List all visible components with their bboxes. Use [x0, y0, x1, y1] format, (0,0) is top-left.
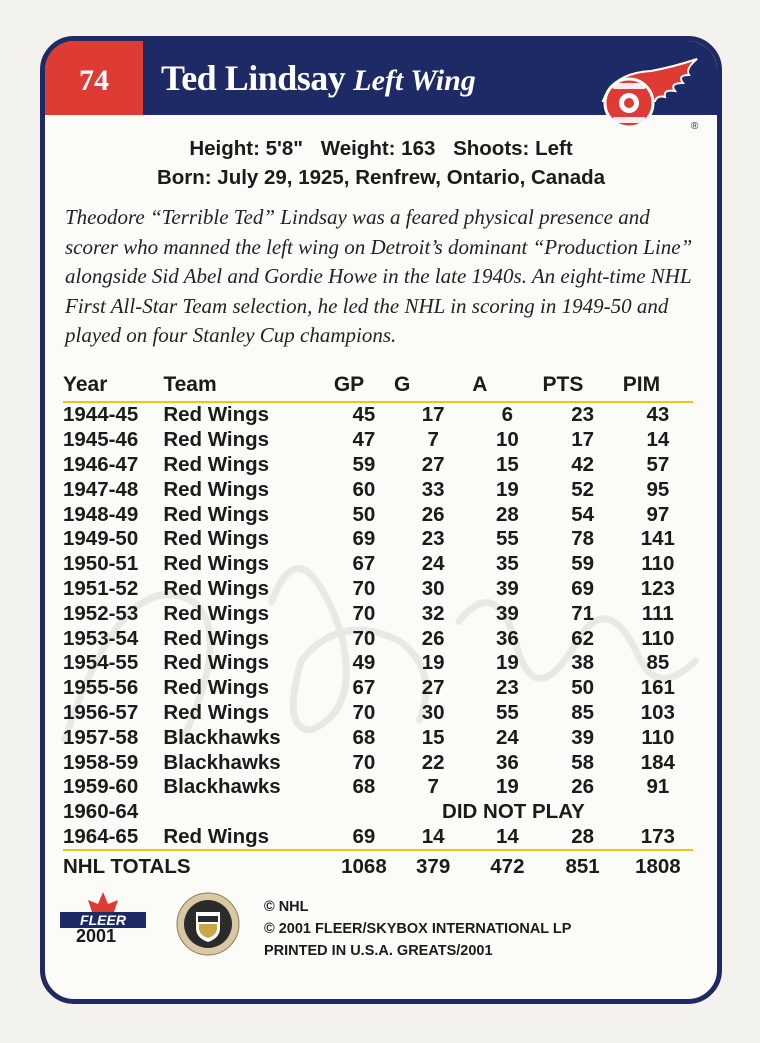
col-a: A: [472, 369, 542, 402]
cell-gp: 67: [352, 676, 376, 700]
cell-team: Blackhawks: [163, 725, 281, 749]
stats-row: [63, 527, 693, 552]
cell-pim: 43: [646, 403, 670, 427]
cell-a: 28: [495, 502, 519, 526]
cell-pim: 123: [640, 576, 675, 600]
cell-year: 1952-53: [63, 601, 139, 625]
did-not-play: DID NOT PLAY: [442, 800, 585, 824]
cell-g: 7: [427, 428, 439, 452]
fleer-year: 2001: [76, 926, 117, 946]
cell-gp: 69: [352, 527, 376, 551]
cell-pts: 78: [571, 527, 595, 551]
totals-pim: 1808: [623, 850, 693, 881]
cell-a: 10: [495, 428, 519, 452]
cell-a: 35: [495, 552, 519, 576]
cell-g: 22: [421, 750, 445, 774]
cell-pts: 59: [571, 552, 595, 576]
col-team: Team: [163, 369, 334, 402]
player-description: Theodore “Terrible Ted” Lindsay was a feared physical presence and scorer who manned the left wing on Detroit’s dominant “Production Line” alongside Sid Abel and Gordie Howe in the late 1940s. An eight-time NHL First All-Star Team selection, he led the NHL in scoring in 1949-50 and played on four Stanley Cup champions.: [65, 205, 693, 347]
red-wings-logo-icon: [593, 53, 701, 133]
legal-printed: PRINTED IN U.S.A. GREATS/2001: [264, 943, 493, 959]
cell-g: 27: [421, 452, 445, 476]
cell-year: 1964-65: [63, 824, 139, 848]
cell-team: Red Wings: [163, 452, 270, 476]
cell-gp: 47: [352, 428, 376, 452]
cell-team: Red Wings: [163, 824, 270, 848]
cell-g: 17: [421, 403, 445, 427]
cell-year: 1947-48: [63, 477, 139, 501]
fleer-logo: [58, 890, 148, 950]
cell-year: 1955-56: [63, 676, 139, 700]
cell-g: 15: [421, 725, 445, 749]
cell-gp: 50: [352, 502, 376, 526]
stats-row: [63, 750, 693, 775]
cell-a: 19: [495, 651, 519, 675]
cell-year: 1954-55: [63, 651, 139, 675]
cell-pim: 184: [640, 750, 675, 774]
cell-a: 6: [501, 403, 514, 427]
cell-year: 1958-59: [63, 750, 139, 774]
cell-gp: 49: [352, 651, 376, 675]
cell-year: 1946-47: [63, 452, 139, 476]
stats-body: [63, 402, 693, 881]
stats-row: [63, 453, 693, 478]
legal-text: [264, 896, 571, 962]
cell-team: Red Wings: [163, 428, 270, 452]
cell-year: 1948-49: [63, 502, 139, 526]
stats-row: [63, 626, 693, 651]
cell-pts: 71: [571, 601, 595, 625]
cell-gp: 60: [352, 477, 376, 501]
col-gp: GP: [334, 369, 394, 402]
cell-year: 1950-51: [63, 552, 139, 576]
stats-row: [63, 577, 693, 602]
cell-pim: 161: [640, 676, 675, 700]
cell-a: 36: [495, 750, 519, 774]
legal-nhl: © NHL: [264, 899, 309, 915]
stats-row: [63, 428, 693, 453]
cell-g: 33: [421, 477, 445, 501]
col-pim: PIM: [623, 369, 693, 402]
cell-a: 23: [495, 676, 519, 700]
weight: Weight: 163: [320, 137, 436, 160]
cell-pim: 85: [646, 651, 670, 675]
cell-pim: 97: [646, 502, 670, 526]
cell-team: Red Wings: [163, 403, 270, 427]
cell-pts: 23: [571, 403, 595, 427]
cell-a: 55: [495, 527, 519, 551]
cell-a: 15: [495, 452, 519, 476]
cell-pts: 42: [571, 452, 595, 476]
card-number: 74: [45, 41, 143, 115]
stats-row: [63, 477, 693, 502]
cell-pim: 91: [646, 775, 670, 799]
cell-a: 39: [495, 601, 519, 625]
cell-g: 7: [427, 775, 439, 799]
cell-pim: 110: [641, 552, 675, 576]
physical-stats: [45, 137, 717, 161]
cell-team: Red Wings: [163, 700, 270, 724]
gap-year: 1960-64: [63, 800, 139, 824]
cell-year: 1949-50: [63, 527, 139, 551]
cell-pts: 50: [571, 676, 595, 700]
registered-mark: ®: [691, 121, 699, 132]
cell-gp: 70: [352, 626, 376, 650]
cell-pts: 26: [571, 775, 595, 799]
cell-year: 1953-54: [63, 626, 139, 650]
stats-header-row: [63, 369, 693, 402]
cell-a: 19: [495, 775, 519, 799]
totals-label: NHL TOTALS: [63, 850, 334, 881]
stats-row: [63, 725, 693, 750]
cell-year: 1951-52: [63, 576, 139, 600]
cell-gp: 68: [352, 725, 376, 749]
player-name: [161, 57, 476, 99]
cell-year: 1959-60: [63, 775, 139, 799]
stats-final-row: [63, 825, 693, 851]
cell-gp: 68: [352, 775, 376, 799]
cell-gp: 70: [352, 750, 376, 774]
col-pts: PTS: [542, 369, 622, 402]
cell-g: 32: [421, 601, 445, 625]
cell-team: Blackhawks: [163, 775, 281, 799]
cell-pts: 58: [571, 750, 595, 774]
cell-pts: 85: [571, 700, 595, 724]
stats-row: [63, 402, 693, 428]
cell-a: 19: [495, 477, 519, 501]
cell-pts: 17: [571, 428, 595, 452]
cell-pts: 54: [571, 502, 595, 526]
totals-g: 379: [394, 850, 472, 881]
cell-pim: 173: [640, 824, 675, 848]
cell-gp: 45: [352, 403, 376, 427]
fleer-brand: FLEER: [80, 912, 126, 928]
cell-gp: 59: [352, 452, 376, 476]
cell-team: Red Wings: [163, 552, 270, 576]
stats-gap-row: [63, 800, 693, 825]
totals-pts: 851: [542, 850, 622, 881]
cell-team: Red Wings: [163, 527, 270, 551]
cell-pts: 52: [571, 477, 595, 501]
cell-pim: 57: [646, 452, 670, 476]
cell-pts: 38: [571, 651, 595, 675]
career-stats-table: [63, 369, 693, 881]
cell-g: 27: [421, 676, 445, 700]
cell-a: 55: [495, 700, 519, 724]
cell-g: 30: [421, 700, 445, 724]
col-g: G: [394, 369, 472, 402]
cell-gp: 70: [352, 700, 376, 724]
cell-a: 14: [495, 824, 519, 848]
cell-team: Blackhawks: [163, 750, 281, 774]
cell-gp: 69: [352, 824, 376, 848]
cell-team: Red Wings: [163, 477, 270, 501]
gap-team: [163, 800, 334, 825]
shoots: Shoots: Left: [453, 137, 573, 160]
totals-gp: 1068: [334, 850, 394, 881]
cell-g: 24: [421, 552, 445, 576]
cell-team: Red Wings: [163, 676, 270, 700]
cell-g: 26: [421, 626, 445, 650]
player-name-text: Ted Lindsay: [161, 58, 346, 98]
cell-pim: 95: [646, 477, 670, 501]
cell-gp: 70: [352, 576, 376, 600]
cell-year: 1956-57: [63, 700, 139, 724]
maple-leaf-icon: [58, 890, 148, 930]
cell-year: 1957-58: [63, 725, 139, 749]
cell-pim: 111: [641, 601, 674, 625]
cell-pim: 14: [646, 428, 670, 452]
player-position: Left Wing: [353, 64, 476, 97]
stats-row: [63, 676, 693, 701]
cell-pim: 110: [641, 725, 675, 749]
stats-row: [63, 701, 693, 726]
cell-team: Red Wings: [163, 651, 270, 675]
cell-g: 26: [421, 502, 445, 526]
cell-gp: 70: [352, 601, 376, 625]
stats-row: [63, 502, 693, 527]
cell-pts: 28: [571, 824, 595, 848]
cell-g: 14: [421, 824, 445, 848]
cell-pts: 69: [571, 576, 595, 600]
cell-g: 23: [421, 527, 445, 551]
stats-totals-row: [63, 850, 693, 881]
cell-pts: 62: [571, 626, 595, 650]
nhl-shield-icon: [176, 892, 240, 956]
height: Height: 5'8": [189, 137, 304, 160]
stats-row: [63, 552, 693, 577]
cell-year: 1945-46: [63, 428, 139, 452]
cell-pim: 103: [640, 700, 675, 724]
cell-team: Red Wings: [163, 601, 270, 625]
cell-pim: 141: [640, 527, 675, 551]
cell-team: Red Wings: [163, 626, 270, 650]
totals-a: 472: [472, 850, 542, 881]
stats-row: [63, 775, 693, 800]
cell-pim: 110: [641, 626, 675, 650]
cell-team: Red Wings: [163, 502, 270, 526]
cell-team: Red Wings: [163, 576, 270, 600]
cell-g: 30: [421, 576, 445, 600]
trading-card-back: [40, 36, 722, 1004]
cell-gp: 67: [352, 552, 376, 576]
stats-row: [63, 601, 693, 626]
cell-a: 36: [495, 626, 519, 650]
col-year: Year: [63, 369, 163, 402]
legal-fleer: © 2001 FLEER/SKYBOX INTERNATIONAL LP: [264, 921, 572, 937]
stats-row: [63, 651, 693, 676]
birth-info: Born: July 29, 1925, Renfrew, Ontario, Canada: [156, 166, 606, 189]
cell-a: 39: [495, 576, 519, 600]
cell-pts: 39: [571, 725, 595, 749]
cell-a: 24: [495, 725, 519, 749]
cell-year: 1944-45: [63, 403, 139, 427]
cell-g: 19: [421, 651, 445, 675]
